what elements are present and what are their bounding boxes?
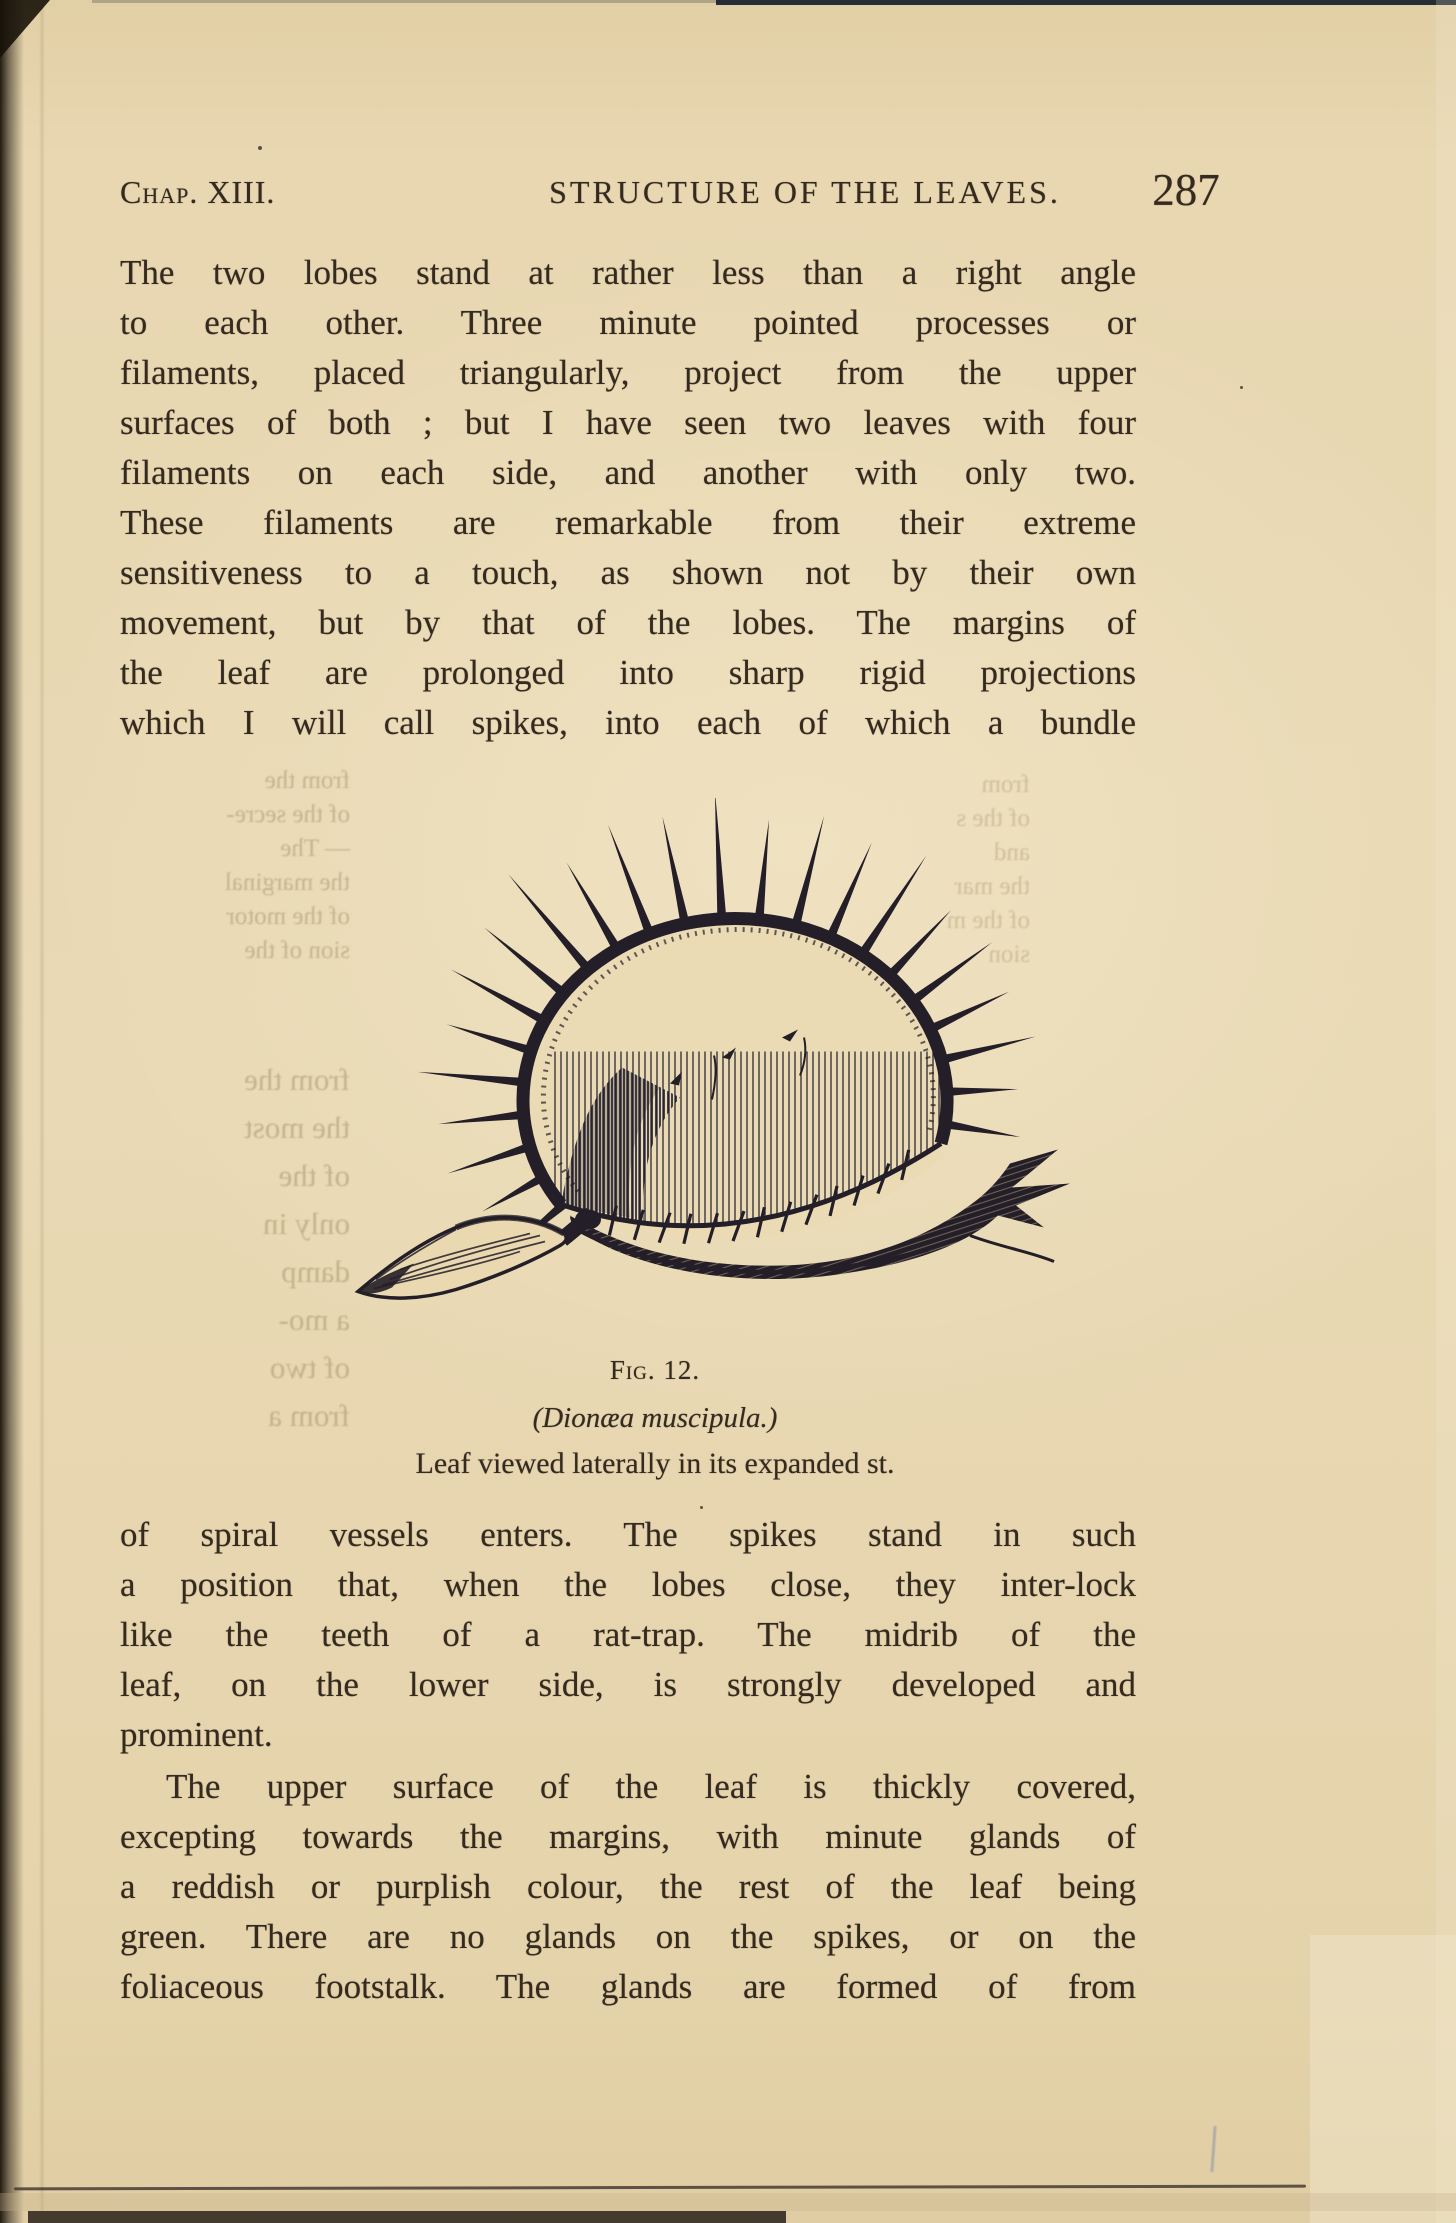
ghost-text-line: from the — [244, 1062, 350, 1097]
ghost-text-line: of two — [269, 1350, 350, 1385]
chapter-label: Chap. XIII. — [120, 174, 276, 210]
ghost-text-line: — The — [280, 835, 350, 862]
page-gutter-shadow — [0, 0, 24, 2223]
text-line: of spiral vessels enters. The spikes stand in such — [120, 1515, 1136, 1554]
bottom-band — [0, 2193, 1456, 2211]
bleedthrough-text-left-upper — [118, 764, 350, 968]
ghost-text-line: sion — [988, 941, 1030, 968]
ghost-text-line: the mar — [954, 873, 1030, 900]
text-line: a reddish or purplish colour, the rest of the leaf being — [120, 1867, 1136, 1906]
right-page-edge — [1436, 0, 1456, 2223]
ghost-text-line: of the — [278, 1158, 350, 1193]
ghost-text-line: damp — [281, 1254, 350, 1289]
text-line: filaments on each side, and another with only two. — [120, 453, 1136, 492]
ghost-text-line: the most — [244, 1110, 350, 1145]
figure-caption-species: (Dionæa muscipula.) — [532, 1402, 778, 1434]
bottom-rule — [14, 2185, 1306, 2191]
ghost-text-line: a mo- — [278, 1302, 350, 1337]
text-line: foliaceous footstalk. The glands are formed of from — [120, 1967, 1136, 2006]
ink-speck — [700, 1506, 703, 1509]
ghost-text-line: of the m — [946, 907, 1030, 934]
text-line: movement, but by that of the lobes. The margins of — [120, 603, 1136, 642]
ghost-text-line: of the motor — [226, 903, 350, 930]
text-line: to each other. Three minute pointed processes or — [120, 303, 1136, 342]
ghost-text-line: from — [981, 771, 1030, 798]
ghost-text-line: from the — [264, 767, 350, 794]
leaf-petiole — [358, 1210, 601, 1299]
pen-mark — [1210, 2126, 1216, 2172]
figure-caption-label: Fig. 12. — [609, 1355, 701, 1385]
ghost-text-line: of the secre- — [226, 801, 350, 828]
paragraph-1 — [120, 248, 1136, 748]
text-line: excepting towards the margins, with minute glands of — [120, 1817, 1136, 1856]
running-header — [120, 165, 1220, 220]
text-line: the leaf are prolonged into sharp rigid projections — [120, 653, 1136, 692]
paragraph-2 — [120, 1510, 1136, 1760]
text-line: The two lobes stand at rather less than a right angle — [120, 253, 1136, 292]
text-line: These filaments are remarkable from their extreme — [120, 503, 1136, 542]
page-title: STRUCTURE OF THE LEAVES. — [549, 174, 1061, 210]
figure-caption-description: Leaf viewed laterally in its expanded st. — [415, 1447, 895, 1480]
ghost-text-line: of the s — [956, 805, 1030, 832]
top-edge-line — [716, 0, 1456, 5]
text-line: prominent. — [120, 1715, 273, 1754]
ghost-text-line: sion of the — [244, 937, 350, 964]
ink-speck — [1240, 386, 1243, 389]
tendril-line — [970, 1236, 1054, 1262]
ink-speck — [258, 146, 262, 150]
ghost-text-line: and — [993, 839, 1030, 866]
text-line: surfaces of both ; but I have seen two leaves with four — [120, 403, 1136, 442]
figure-illustration — [330, 798, 1070, 1306]
text-line: The upper surface of the leaf is thickly covered, — [166, 1767, 1136, 1806]
text-line: green. There are no glands on the spikes, or on the — [120, 1917, 1136, 1956]
text-line: like the teeth of a rat-trap. The midrib of the — [120, 1615, 1136, 1654]
bottom-right-page-edge — [1310, 1935, 1456, 2223]
dionaea-leaf-drawing — [330, 798, 1070, 1306]
ghost-text-line: the marginal — [224, 869, 350, 896]
page-number: 287 — [1152, 165, 1220, 215]
text-line: filaments, placed triangularly, project from the upper — [120, 353, 1136, 392]
figure-caption — [165, 1348, 1145, 1486]
text-line: leaf, on the lower side, is strongly developed and — [120, 1665, 1136, 1704]
text-line: a position that, when the lobes close, they inter-lock — [120, 1565, 1136, 1604]
top-edge-fade — [92, 0, 720, 3]
text-line: which I will call spikes, into each of which a bundle — [120, 703, 1136, 742]
page-crease — [41, 0, 43, 2223]
paragraph-3 — [120, 1762, 1136, 2012]
text-line: sensitiveness to a touch, as shown not by their own — [120, 553, 1136, 592]
ghost-text-line: only in — [263, 1206, 350, 1241]
bottom-dark-strip — [28, 2211, 786, 2223]
ghost-text-line: from a — [268, 1398, 350, 1433]
